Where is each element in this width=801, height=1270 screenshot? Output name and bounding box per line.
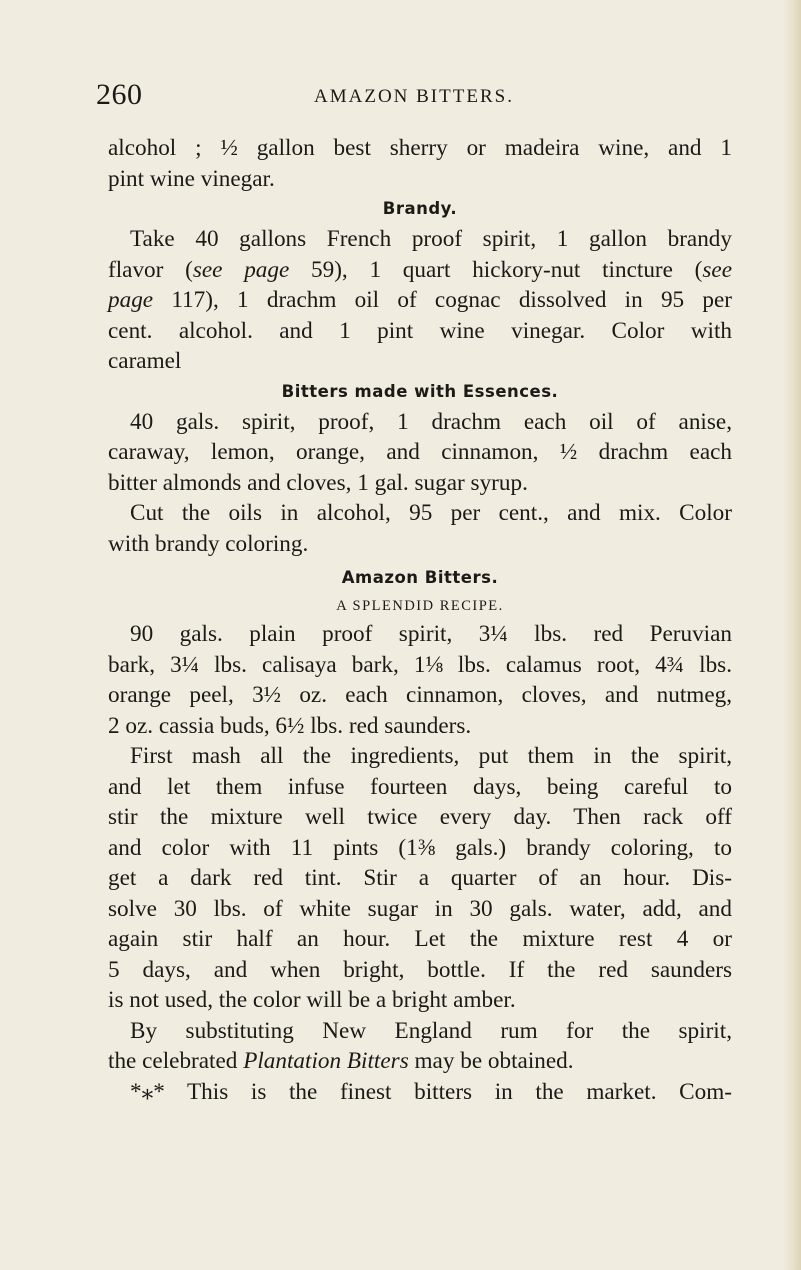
- page-edge-shadow: [783, 0, 801, 1270]
- text-line: 5 days, and when bright, bottle. If the red saunders: [108, 956, 732, 983]
- text-line: get a dark red tint. Stir a quarter of an hour. Dis-: [108, 865, 732, 891]
- section-heading-essences: Bitters made with Essences.: [281, 381, 559, 401]
- text-line: Take 40 gallons French proof spirit, 1 gallon brandy: [130, 226, 732, 252]
- text-line: solve 30 lbs. of white sugar in 30 gals. water, add, and: [108, 895, 732, 922]
- italic-run: page: [108, 287, 154, 313]
- page-header: [96, 78, 716, 118]
- text-line: [108, 285, 732, 316]
- text-line: [108, 1077, 732, 1108]
- text-line: [108, 255, 732, 286]
- text-line: First mash all the ingredients, put them in the spirit,: [130, 743, 732, 769]
- page-number: 260: [96, 78, 143, 111]
- text-line: with brandy coloring.: [108, 530, 309, 557]
- text-line: and let them infuse fourteen days, being careful to: [108, 773, 732, 800]
- text-line: 90 gals. plain proof spirit, 3¼ lbs. red Peruvian: [130, 621, 732, 647]
- text-line: caraway, lemon, orange, and cinnamon, ½ drachm each: [108, 439, 732, 465]
- text-line: alcohol ; ½ gallon best sherry or madeira wine, and 1: [108, 135, 732, 161]
- text-line: orange peel, 3½ oz. each cinnamon, cloves, and nutmeg,: [108, 682, 732, 708]
- section-heading-brandy: Brandy.: [382, 199, 458, 218]
- text-line: 2 oz. cassia buds, 6½ lbs. red saunders.: [108, 712, 472, 739]
- italic-run: see: [702, 256, 733, 283]
- text-run: 59), 1 quart hickory-nut tincture (: [289, 256, 703, 283]
- text-run: may be obtained.: [408, 1048, 574, 1074]
- section-heading-amazon: Amazon Bitters.: [341, 568, 499, 587]
- text-line: [108, 1046, 732, 1077]
- italic-run: Plantation Bitters: [243, 1048, 409, 1074]
- text-line: stir the mixture well twice every day. Then rack off: [108, 804, 732, 830]
- running-title: AMAZON BITTERS.: [314, 86, 514, 107]
- text-line: is not used, the color will be a bright amber.: [108, 987, 516, 1013]
- text-line: and color with 11 pints (1⅜ gals.) brandy coloring, to: [108, 834, 732, 861]
- text-line: pint wine vinegar.: [108, 165, 275, 192]
- text-line: caramel: [108, 348, 182, 374]
- text-line: cent. alcohol. and 1 pint wine vinegar. Color with: [108, 317, 732, 344]
- text-run: flavor (: [108, 256, 193, 283]
- text-run: 117), 1 drachm oil of cognac dissolved in 95 per: [153, 287, 732, 313]
- asterism-icon: *⁎*: [130, 1078, 165, 1105]
- body-text: [108, 133, 732, 1107]
- text-line: 40 gals. spirit, proof, 1 drachm each oil of anise,: [130, 408, 732, 435]
- text-line: bitter almonds and cloves, 1 gal. sugar syrup.: [108, 469, 528, 496]
- text-run: the celebrated: [108, 1048, 244, 1074]
- text-line: Cut the oils in alcohol, 95 per cent., and mix. Color: [130, 500, 732, 526]
- text-line: again stir half an hour. Let the mixture rest 4 or: [108, 926, 732, 952]
- text-line: bark, 3¼ lbs. calisaya bark, 1⅛ lbs. calamus root, 4¾ lbs.: [108, 651, 732, 678]
- text-run: This is the finest bitters in the market. Com-: [164, 1078, 732, 1105]
- italic-run: see page: [192, 256, 290, 283]
- text-line: By substituting New England rum for the spirit,: [130, 1017, 732, 1044]
- section-subheading: A SPLENDID RECIPE.: [336, 598, 504, 614]
